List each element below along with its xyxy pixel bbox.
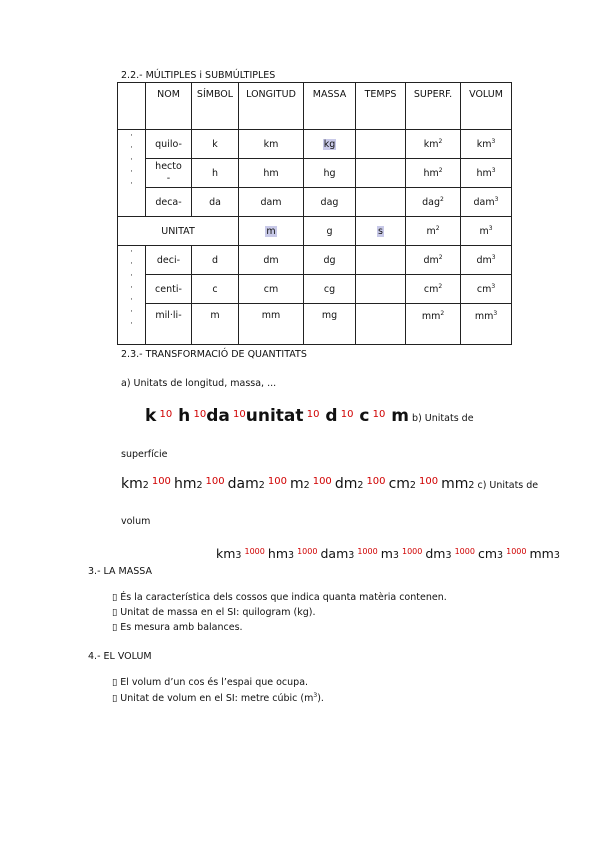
cell-superf: dag$^2$ [406,188,461,217]
table-header-row [118,83,512,130]
cell-massa: cg [304,275,356,304]
cell-simbol: h [192,159,239,188]
section-title-multiples: 2.2.- MÚLTIPLES i SUBMÚLTIPLES [121,70,276,81]
cell-nom: mil·li- [146,304,192,345]
subsection-a-label: a) Unitats de longitud, massa, ... [121,378,277,389]
cell-simbol: m [192,304,239,345]
cell-superf: $cm^2$ [406,275,461,304]
volume-chain: km3 $^{1000}$ hm3 $^{1000}$ dam3 $^{1000}$ m3 $^{1000}$ dm3 $^{1000}$ cm3 $^{1000}$ mm3 [216,546,560,561]
cell-superf: $hm^2$ [406,159,461,188]
list-item: ▯ Unitat de massa en el SI: quilogram (kg). [112,607,316,618]
list-item: ▯ Es mesura amb balances. [112,622,243,633]
table-row [118,188,512,217]
cell-longitud: dm [239,246,304,275]
cell-unitat-label: UNITAT [118,217,239,246]
table-row [118,246,512,275]
header-empty [118,83,146,130]
header-simbol: SÍMBOL [192,83,239,130]
table-row [118,275,512,304]
subsection-b-label: b) Unitats de [412,413,474,424]
cell-nom: deca- [146,188,192,217]
cell-superf: $dm^2$ [406,246,461,275]
table-row [118,304,512,345]
subsection-c-label: c) Unitats de [477,480,539,492]
header-massa: MASSA [304,83,356,130]
cell-massa: hg [304,159,356,188]
cell-temps [356,188,406,217]
subsection-b-label-cont: superfície [121,449,168,460]
header-temps: TEMPS [356,83,406,130]
table-row-unit [118,217,512,246]
cell-simbol: c [192,275,239,304]
list-item: ▯ És la característica dels cossos que indica quanta matèria contenen. [112,592,447,603]
cell-temps [356,130,406,159]
surface-chain: km2 100 hm2 100 dam2 100 m2 100 dm2 100 cm2 100 mm2 c) Unitats de [121,476,539,493]
cell-superf: $km^2$ [406,130,461,159]
cell-superf: $mm^2$ [406,304,461,345]
cell-temps [356,304,406,345]
cell-longitud: mm [239,304,304,345]
cell-simbol: k [192,130,239,159]
header-superf: SUPERF. [406,83,461,130]
cell-massa: kg [304,130,356,159]
cell-longitud: m [239,217,304,246]
cell-volum: $hm^3$ [461,159,512,188]
units-table [117,82,512,345]
cell-volum: $dm^3$ [461,246,512,275]
list-item: ▯ Unitat de volum en el SI: metre cúbic $(m^3)$. [112,692,324,705]
section-title-volum: 4.- EL VOLUM [88,651,152,662]
table-row [118,130,512,159]
cell-simbol: da [192,188,239,217]
cell-volum: $cm^3$ [461,275,512,304]
cell-temps [356,275,406,304]
multiples-dots: · · · · · [118,130,146,217]
length-chain: k 10 h 10da 10unitat 10 d 10 c 10 m b) Unitats de [145,406,474,426]
header-volum: VOLUM [461,83,512,130]
section-title-transformacio: 2.3.- TRANSFORMACIÓ DE QUANTITATS [121,349,307,360]
cell-temps [356,159,406,188]
cell-volum: $m^3$ [461,217,512,246]
cell-massa: dg [304,246,356,275]
header-nom: NOM [146,83,192,130]
submultiples-dots: · · · · · · · [118,246,146,345]
list-item: ▯ El volum d’un cos és l’espai que ocupa. [112,677,309,688]
cell-massa: dag [304,188,356,217]
subsection-c-label-cont: volum [121,516,151,527]
section-title-massa: 3.- LA MASSA [88,566,152,577]
cell-longitud: dam [239,188,304,217]
cell-longitud: cm [239,275,304,304]
cell-longitud: km [239,130,304,159]
cell-volum: $mm^3$ [461,304,512,345]
cell-longitud: hm [239,159,304,188]
cell-massa: mg [304,304,356,345]
cell-volum: $km^3$ [461,130,512,159]
cell-nom: hecto - [146,159,192,188]
cell-simbol: d [192,246,239,275]
cell-temps [356,246,406,275]
table-row [118,159,512,188]
header-longitud: LONGITUD [239,83,304,130]
cell-volum: dam$^3$ [461,188,512,217]
cell-nom: quilo- [146,130,192,159]
cell-temps: s [356,217,406,246]
cell-nom: deci- [146,246,192,275]
cell-massa: g [304,217,356,246]
cell-nom: centi- [146,275,192,304]
cell-superf: $m^2$ [406,217,461,246]
